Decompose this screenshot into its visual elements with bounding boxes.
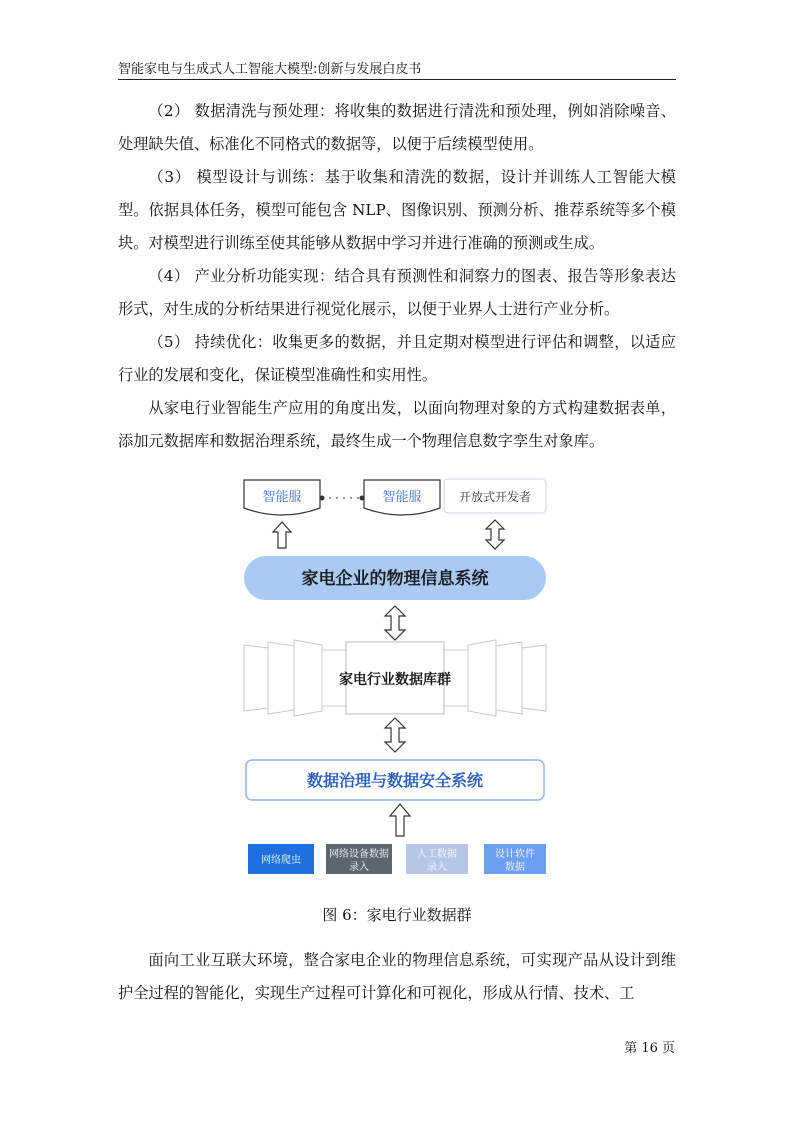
source-label: 录入 — [427, 862, 447, 873]
governance-system-label: 数据治理与数据安全系统 — [306, 771, 484, 790]
open-developer-box — [444, 479, 546, 513]
paragraph: 从家电行业智能生产应用的角度出发，以面向物理对象的方式构建数据表单，添加元数据库和数据治理系统，最终生成一个物理信息数字孪生对象库。 — [118, 399, 676, 450]
data-source-network-device — [326, 844, 392, 874]
paragraph: （3） 模型设计与训练：基于收集和清洗的数据，设计并训练人工智能大模型。依据具体任务，模型可能包含 NLP、图像识别、预测分析、推荐系统等多个模块。对模型进行训练至使其能够从数据中学习并进行准确的预测或生成。 — [118, 168, 676, 252]
connector-dots — [320, 496, 365, 501]
paragraph: 面向工业互联大环境，整合家电企业的物理信息系统，可实现产品从设计到维护全过程的智能化，实现生产过程可计算化和可视化，形成从行情、技术、工 — [118, 951, 676, 1002]
source-label: 网络爬虫 — [261, 855, 301, 866]
data-source-manual-entry — [406, 844, 468, 874]
database-cluster-label: 家电行业数据库群 — [339, 672, 451, 688]
paragraph: （2） 数据清洗与预处理：将收集的数据进行清洗和预处理，例如消除噪音、处理缺失值、标准化不同格式的数据等，以便于后续模型使用。 — [118, 102, 676, 153]
database-cluster — [244, 640, 546, 716]
running-header: 智能家电与生成式人工智能大模型:创新与发展白皮书 — [118, 62, 422, 77]
service-right-label: 智能服 — [382, 490, 422, 505]
header-divider — [118, 79, 676, 80]
body-text-top — [118, 95, 676, 458]
source-label: 数据 — [505, 862, 525, 873]
paragraph: （4） 产业分析功能实现：结合具有预测性和洞察力的图表、报告等形象表达形式，对生成的分析结果进行视觉化展示，以便于业界人士进行产业分析。 — [118, 267, 676, 318]
up-arrow-icon — [390, 804, 410, 836]
service-left-label: 智能服 — [262, 490, 302, 505]
double-arrow-icon — [385, 718, 405, 752]
smart-service-doc-right — [364, 480, 440, 515]
body-text-bottom — [118, 944, 676, 1010]
governance-security-system — [246, 760, 544, 800]
physical-info-system — [244, 556, 546, 600]
data-source-web-crawler — [248, 844, 314, 874]
data-source-design-software — [484, 844, 546, 874]
source-label: 人工数据 — [417, 849, 457, 860]
double-arrow-icon — [385, 606, 405, 640]
source-label: 网络设备数据 — [329, 849, 389, 860]
database-cluster-diagram — [118, 470, 676, 890]
paragraph: （5） 持续优化：收集更多的数据，并且定期对模型进行评估和调整，以适应行业的发展和变化，保证模型准确性和实用性。 — [118, 333, 676, 384]
source-label: 设计软件 — [495, 849, 535, 860]
smart-service-doc-left — [244, 480, 320, 515]
double-arrow-icon — [486, 520, 504, 549]
page-number: 第 16 页 — [624, 1041, 675, 1056]
physical-system-label: 家电企业的物理信息系统 — [301, 569, 489, 589]
up-arrow-icon — [273, 522, 291, 548]
open-developer-label: 开放式开发者 — [458, 490, 532, 504]
figure-caption: 图 6：家电行业数据群 — [322, 906, 472, 924]
source-label: 录入 — [349, 862, 369, 873]
